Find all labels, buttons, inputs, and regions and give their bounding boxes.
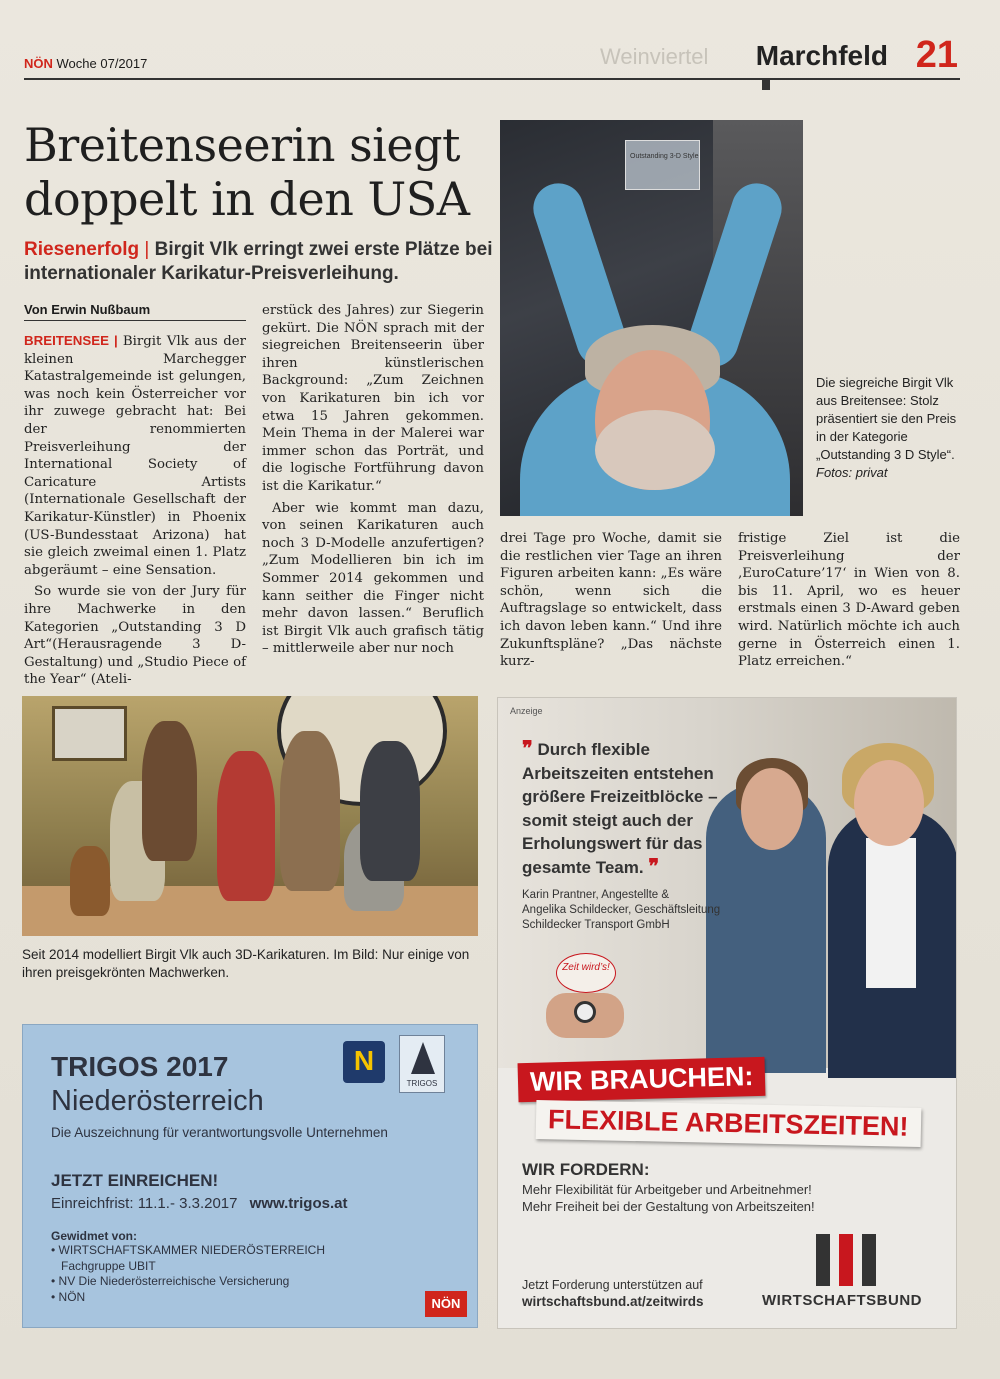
header-rule-tick <box>762 78 770 90</box>
paragraph: erstück des Jahres) zur Siegerin gekürt. Die NÖN sprach mit der siegreichen Breitenseerin über ihren künstlerischen Background: „Zum Zeichnen von Karikaturen bin ich vor etwa 15 Jahren gekommen. Mein Thema in der Malerei war immer schon das Porträt, und die logische Fortführung davon ist die Karikatur.“ <box>262 303 484 494</box>
article-headline <box>24 118 494 226</box>
paragraph: So wurde sie von der Jury für ihre Machwerke in den Kategorien „Outstanding 3 D Art“(Herausragende 3 D-Gestaltung) und „Studio Piece of the Year“ (Ateli- <box>24 584 246 688</box>
wall-picture-frame <box>52 706 127 761</box>
trigos-deadline: Einreichfrist: 11.1.- 3.3.2017 <box>51 1195 238 1212</box>
kicker-separator: | <box>144 239 150 260</box>
brand-name: NÖN <box>24 56 53 71</box>
figurine <box>280 731 340 891</box>
winner-photo <box>500 120 803 516</box>
paragraph: drei Tage pro Woche, damit sie die restlichen vier Tage an ihren Figuren arbeiten kann: „Es wäre schön, wenn sich die Auftragslage so entwickelt, dass ich davon leben kann.“ Und ihre Zukunftspläne? „Das nächste kurz- <box>500 531 722 670</box>
photo-credit: Fotos: privat <box>816 465 888 480</box>
list-item: • WIRTSCHAFTSKAMMER NIEDERÖSTERREICH <box>51 1243 325 1259</box>
trophy-plaque <box>625 140 700 190</box>
quote-close-icon: ❞ <box>648 855 660 878</box>
dateline-separator: | <box>108 333 123 348</box>
list-item: • NV Die Niederösterreichische Versicherung <box>51 1274 325 1290</box>
article-column-1 <box>24 332 246 693</box>
list-item-sub: Fachgruppe UBIT <box>61 1258 156 1273</box>
trigos-logo: TRIGOS <box>399 1035 445 1093</box>
figurines-caption: Seit 2014 modelliert Birgit Vlk auch 3D-Karikaturen. Im Bild: Nur einige von ihren preisgekrönten Machwerken. <box>22 947 470 980</box>
wirtschaftsbund-advertisement <box>497 697 957 1329</box>
cta-line: Jetzt Forderung unterstützen auf <box>522 1278 703 1292</box>
figurine <box>70 846 110 916</box>
trigos-url[interactable]: www.trigos.at <box>249 1195 348 1212</box>
banner-wir-brauchen: WIR BRAUCHEN: <box>518 1057 766 1102</box>
page-number: 21 <box>915 34 958 76</box>
ad-label: Anzeige <box>510 706 543 716</box>
subhead-text: Birgit Vlk erringt zwei erste Plätze bei internationaler Karikatur-Preisverleihung. <box>24 239 493 284</box>
quote-text: Durch flexible Arbeitszeiten entstehen größere Freizeitblöcke – somit steigt auch der Erholungswert für das gesamte Team. <box>522 740 718 877</box>
article-column-2 <box>262 302 484 662</box>
byline: Von Erwin Nußbaum <box>24 302 246 321</box>
noe-logo: N <box>343 1041 385 1083</box>
hands-watch-illustration <box>546 953 624 1043</box>
demand-1: Mehr Flexibilität für Arbeitgeber und Arbeitnehmer! <box>522 1182 812 1197</box>
demand-2: Mehr Freiheit bei der Gestaltung von Arbeitszeiten! <box>522 1199 815 1214</box>
wirtschaftsbund-name: WIRTSCHAFTSBUND <box>762 1292 922 1309</box>
dateline: BREITENSEE <box>24 333 109 348</box>
paragraph: fristige Ziel ist die Preisverleihung der ‚EuroCature’17‘ in Wien von 8. bis 11. April, wo es heuer erstmals einen 3 D-Award geben wird. Natürlich möchte ich auch gerne in Österreich einen 1. Platz erreichen.“ <box>738 531 960 670</box>
kicker: Riesenerfolg <box>24 239 140 260</box>
caption-text: Die siegreiche Birgit Vlk aus Breitensee: Stolz präsentiert sie den Preis in der Kategorie „Outstanding 3 D Style“. <box>816 375 957 462</box>
headline-line-1: Breitenseerin siegt <box>24 118 461 172</box>
header-rule <box>24 78 960 80</box>
person-right <box>854 760 924 846</box>
figurine <box>217 751 275 901</box>
trigos-cta: JETZT EINREICHEN! <box>51 1171 219 1190</box>
noen-logo: NÖN <box>425 1291 467 1317</box>
figurine <box>360 741 420 881</box>
article-column-3 <box>500 530 722 675</box>
trigos-tagline: Die Auszeichnung für verantwortungsvolle Unternehmen <box>51 1125 388 1140</box>
headline-line-2: doppelt in den USA <box>24 172 470 226</box>
list-item: • NÖN <box>51 1290 325 1306</box>
paragraph-text: Birgit Vlk aus der kleinen Marchegger Katastralgemeinde ist gelungen, was noch kein Österreicher vor ihr zuwege gebracht hat: Bei der renommierten Preisverleihung der International Society of Caricature Artists (Internationale Gesellschaft der Karikatur-Künstler) in Phoenix (US-Bundesstaat Arizona) hat sie gleich zweimal einen 1. Platz abgeräumt – eine Sensation. <box>24 334 247 578</box>
demands-title: WIR FORDERN: <box>522 1160 650 1179</box>
masthead-left <box>24 56 147 71</box>
article-column-4 <box>738 530 960 675</box>
figurine <box>142 721 197 861</box>
issue-label: Woche 07/2017 <box>56 56 148 71</box>
photo-caption <box>816 374 966 482</box>
paragraph <box>24 332 246 579</box>
quote-open-icon: ❞ <box>522 738 533 760</box>
quote-attribution: Karin Prantner, Angestellte & Angelika Schildecker, Geschäftsleitung Schildecker Transport GmbH <box>522 889 721 931</box>
trigos-region: Niederösterreich <box>51 1085 264 1117</box>
zeit-wirds-card: Zeit wird’s! <box>556 953 616 993</box>
show-through-section: Weinviertel <box>600 44 709 69</box>
watch-icon <box>574 1001 596 1023</box>
trigos-advertisement <box>22 1024 478 1328</box>
trigos-sponsor-list <box>51 1243 325 1305</box>
trigos-dedicated-label: Gewidmet von: <box>51 1229 138 1243</box>
cta-url[interactable]: wirtschaftsbund.at/zeitwirds <box>522 1294 704 1309</box>
banner-flexible-arbeitszeiten: FLEXIBLE ARBEITSZEITEN! <box>536 1100 921 1147</box>
trigos-deadline-line <box>51 1195 347 1212</box>
wirtschaftsbund-logo-icon <box>816 1234 876 1286</box>
figurines-photo <box>22 696 478 936</box>
trigos-title: TRIGOS 2017 <box>51 1051 229 1082</box>
paragraph: Aber wie kommt man dazu, von seinen Karikaturen auch noch 3 D-Modelle anzufertigen? „Zum Modellieren bin ich im Sommer 2014 gekommen und kann seither die Finger nicht mehr davon lassen.“ Beruflich ist Birgit Vlk auch grafisch tätig – mittlerweile aber nur noch <box>262 500 484 657</box>
article-subhead <box>24 238 494 286</box>
section-title: Marchfeld <box>755 40 888 71</box>
ad-quote <box>522 738 752 879</box>
trophy-text: Outstanding 3-D Style <box>630 153 699 160</box>
